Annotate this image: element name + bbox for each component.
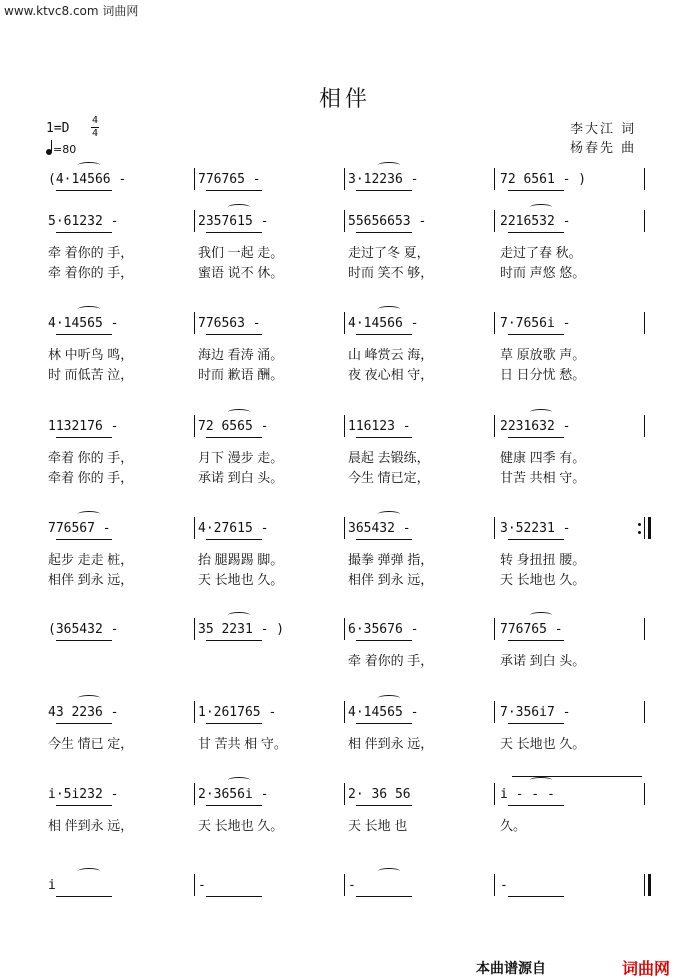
barline [494, 210, 495, 232]
beam-line [56, 640, 112, 641]
measure-notes: 4·27615 - [198, 521, 269, 536]
composer: 杨春先 曲 [570, 141, 637, 156]
slur-mark [78, 511, 100, 517]
lyric-text: 起步 走走 桩， [48, 552, 134, 567]
beam-line [206, 190, 262, 191]
measure-notes: 7·7656i - [500, 316, 571, 331]
measure-notes: 6·35676 - [348, 622, 419, 637]
beam-line [356, 334, 412, 335]
lyric-text: 时 而低苦 泣， [48, 367, 134, 382]
measure-notes: 5·61232 - [48, 214, 119, 229]
slur-mark [530, 409, 552, 415]
beam-line [508, 896, 564, 897]
song-title: 相伴 [318, 87, 371, 112]
beam-line [206, 723, 262, 724]
beam-line [206, 640, 262, 641]
final-barline [648, 517, 651, 539]
slur-mark [530, 204, 552, 210]
tempo-mark: =80 [46, 140, 76, 156]
lyric-text: 牵 着你的 手， [48, 265, 134, 280]
lyric-text: 天 长地也 久。 [500, 736, 586, 751]
barline [494, 783, 495, 805]
measure-notes: 1·261765 - [198, 705, 277, 720]
score-system [0, 308, 690, 388]
slur-mark [530, 777, 552, 783]
measure-notes: i [48, 878, 56, 893]
barline [644, 874, 645, 896]
measure-notes: 7·356i7 - [500, 705, 571, 720]
beam-line [356, 232, 412, 233]
barline [494, 874, 495, 896]
slur-mark [530, 612, 552, 618]
beam-line [206, 896, 262, 897]
barline [344, 517, 345, 539]
measure-notes: 4·14565 - [48, 316, 119, 331]
repeat-sign [638, 521, 642, 535]
beam-line [356, 190, 412, 191]
barline [644, 415, 645, 437]
lyric-text: 撮拳 弹弹 指， [348, 552, 434, 567]
lyric-text: 时而 歉语 酬。 [198, 367, 284, 382]
lyric-text: 日 日分忧 愁。 [500, 367, 586, 382]
barline [194, 517, 195, 539]
lyric-text: 甘苦 共相 守。 [500, 470, 586, 485]
lyric-text: 天 长地也 久。 [500, 572, 586, 587]
lyric-text: 牵 着你的 手， [348, 653, 434, 668]
lyric-text: 夜 夜心相 守， [348, 367, 434, 382]
measure-notes: 72 6561 - ) [500, 172, 587, 187]
measure-notes: 776567 - [48, 521, 111, 536]
beam-line [56, 723, 112, 724]
slur-mark [78, 695, 100, 701]
measure-notes: 4·14565 - [348, 705, 419, 720]
score-system [0, 411, 690, 491]
beam-line [206, 232, 262, 233]
barline [644, 168, 645, 190]
barline [494, 618, 495, 640]
measure-notes: 2231632 - [500, 419, 571, 434]
slur-mark [78, 162, 100, 168]
measure-notes: 1132176 - [48, 419, 119, 434]
measure-notes: 365432 - [348, 521, 411, 536]
beam-line [56, 437, 112, 438]
beam-line [56, 539, 112, 540]
lyric-text: 蜜语 说不 休。 [198, 265, 284, 280]
barline [194, 168, 195, 190]
barline [494, 168, 495, 190]
measure-notes: 3·12236 - [348, 172, 419, 187]
beam-line [56, 190, 112, 191]
measure-notes: - [500, 878, 508, 893]
lyric-text: 我们 一起 走。 [198, 245, 284, 260]
barline [494, 517, 495, 539]
lyric-text: 相伴 到永 远， [48, 572, 134, 587]
lyric-text: 相 伴到永 远， [48, 818, 134, 833]
slur-mark [78, 306, 100, 312]
lyric-text: 牵 着你的 手， [48, 245, 134, 260]
beam-line [508, 723, 564, 724]
beam-line [356, 437, 412, 438]
beam-line [508, 539, 564, 540]
barline [494, 415, 495, 437]
barline [344, 415, 345, 437]
lyric-text: 天 长地 也 [348, 818, 408, 833]
lyric-text: 牵着 你的 手， [48, 470, 134, 485]
lyric-text: 甘 苦共 相 守。 [198, 736, 287, 751]
lyric-text: 今生 情已定， [348, 470, 430, 485]
lyric-text: 承诺 到白 头。 [198, 470, 284, 485]
score-system [0, 206, 690, 286]
score-system [0, 614, 690, 694]
beam-line [508, 190, 564, 191]
barline [194, 618, 195, 640]
barline [194, 783, 195, 805]
lyric-text: 健康 四季 有。 [500, 450, 586, 465]
lyric-text: 月下 漫步 走。 [198, 450, 284, 465]
key-signature: 1=D [46, 121, 70, 136]
barline [344, 874, 345, 896]
site-watermark[interactable]: www.ktvc8.com 词曲网 [4, 4, 139, 18]
lyric-text: 承诺 到白 头。 [500, 653, 586, 668]
slur-mark [378, 511, 400, 517]
measure-notes: (4·14566 - [48, 172, 127, 187]
measure-notes: 4·14566 - [348, 316, 419, 331]
lyricist: 李大江 词 [570, 122, 637, 137]
beam-line [206, 334, 262, 335]
measure-notes: 776563 - [198, 316, 261, 331]
barline [194, 312, 195, 334]
measure-notes: 776765 - [198, 172, 261, 187]
footer-logo[interactable]: 词曲网 [622, 959, 671, 978]
measure-notes: 2216532 - [500, 214, 571, 229]
lyric-text: 天 长地也 久。 [198, 572, 284, 587]
lyric-text: 转 身扭扭 腰。 [500, 552, 586, 567]
lyric-text: 时而 声悠 悠。 [500, 265, 586, 280]
barline [644, 312, 645, 334]
measure-notes: 3·52231 - [500, 521, 571, 536]
barline [194, 415, 195, 437]
slur-mark [78, 868, 100, 874]
beam-line [508, 232, 564, 233]
barline [344, 783, 345, 805]
measure-notes: i·5i232 - [48, 787, 119, 802]
footer-source: 本曲谱源自 [476, 961, 546, 977]
slur-mark [378, 695, 400, 701]
beam-line [508, 437, 564, 438]
time-signature: 4 4 [91, 115, 99, 139]
barline [644, 783, 645, 805]
slur-mark [378, 306, 400, 312]
score-system [0, 779, 690, 859]
barline [344, 312, 345, 334]
barline [644, 517, 645, 539]
measure-notes: 116123 - [348, 419, 411, 434]
beam-line [508, 640, 564, 641]
measure-notes: 43 2236 - [48, 705, 119, 720]
lyric-text: 相 伴到永 远， [348, 736, 434, 751]
lyric-text: 天 长地也 久。 [198, 818, 284, 833]
beam-line [206, 805, 262, 806]
score-system [0, 697, 690, 777]
lyric-text: 草 原放歌 声。 [500, 347, 586, 362]
beam-line [356, 723, 412, 724]
beam-line [56, 896, 112, 897]
barline [344, 168, 345, 190]
measure-notes: - [348, 878, 356, 893]
beam-line [206, 539, 262, 540]
barline [494, 312, 495, 334]
score-system [0, 513, 690, 593]
slur-mark [378, 162, 400, 168]
measure-notes: 776765 - [500, 622, 563, 637]
barline [194, 874, 195, 896]
measure-notes: (365432 - [48, 622, 119, 637]
tie-line [512, 776, 642, 777]
barline [644, 210, 645, 232]
slur-mark [228, 612, 250, 618]
barline [644, 618, 645, 640]
lyric-text: 山 峰赏云 海， [348, 347, 434, 362]
beam-line [356, 640, 412, 641]
beam-line [356, 539, 412, 540]
measure-notes: 2·3656i - [198, 787, 269, 802]
slur-mark [228, 777, 250, 783]
lyric-text: 抬 腿踢踢 脚。 [198, 552, 284, 567]
lyric-text: 久。 [500, 818, 527, 833]
lyric-text: 林 中听鸟 鸣， [48, 347, 134, 362]
measure-notes: - [198, 878, 206, 893]
score-system [0, 870, 690, 950]
lyric-text: 晨起 去锻练， [348, 450, 430, 465]
barline [644, 701, 645, 723]
measure-notes: 55656653 - [348, 214, 427, 229]
measure-notes: 2· 36 56 [348, 787, 411, 802]
measure-notes: 35 2231 - ) [198, 622, 285, 637]
slur-mark [378, 868, 400, 874]
barline [194, 701, 195, 723]
slur-mark [228, 409, 250, 415]
beam-line [508, 805, 564, 806]
beam-line [56, 232, 112, 233]
beam-line [356, 805, 412, 806]
barline [344, 701, 345, 723]
slur-mark [228, 204, 250, 210]
lyric-text: 海边 看涛 涌。 [198, 347, 284, 362]
barline [194, 210, 195, 232]
lyric-text: 时而 笑不 够， [348, 265, 434, 280]
lyric-text: 相伴 到永 远， [348, 572, 434, 587]
barline [344, 618, 345, 640]
barline [494, 701, 495, 723]
lyric-text: 走过了春 秋。 [500, 245, 582, 260]
measure-notes: 72 6565 - [198, 419, 269, 434]
lyric-text: 走过了冬 夏， [348, 245, 430, 260]
lyric-text: 今生 情已 定， [48, 736, 134, 751]
measure-notes: 2357615 - [198, 214, 269, 229]
beam-line [508, 334, 564, 335]
lyric-text: 牵着 你的 手， [48, 450, 134, 465]
beam-line [206, 437, 262, 438]
beam-line [56, 334, 112, 335]
beam-line [56, 805, 112, 806]
measure-notes: i - - - [500, 787, 555, 802]
beam-line [356, 896, 412, 897]
barline [344, 210, 345, 232]
final-barline [648, 874, 651, 896]
